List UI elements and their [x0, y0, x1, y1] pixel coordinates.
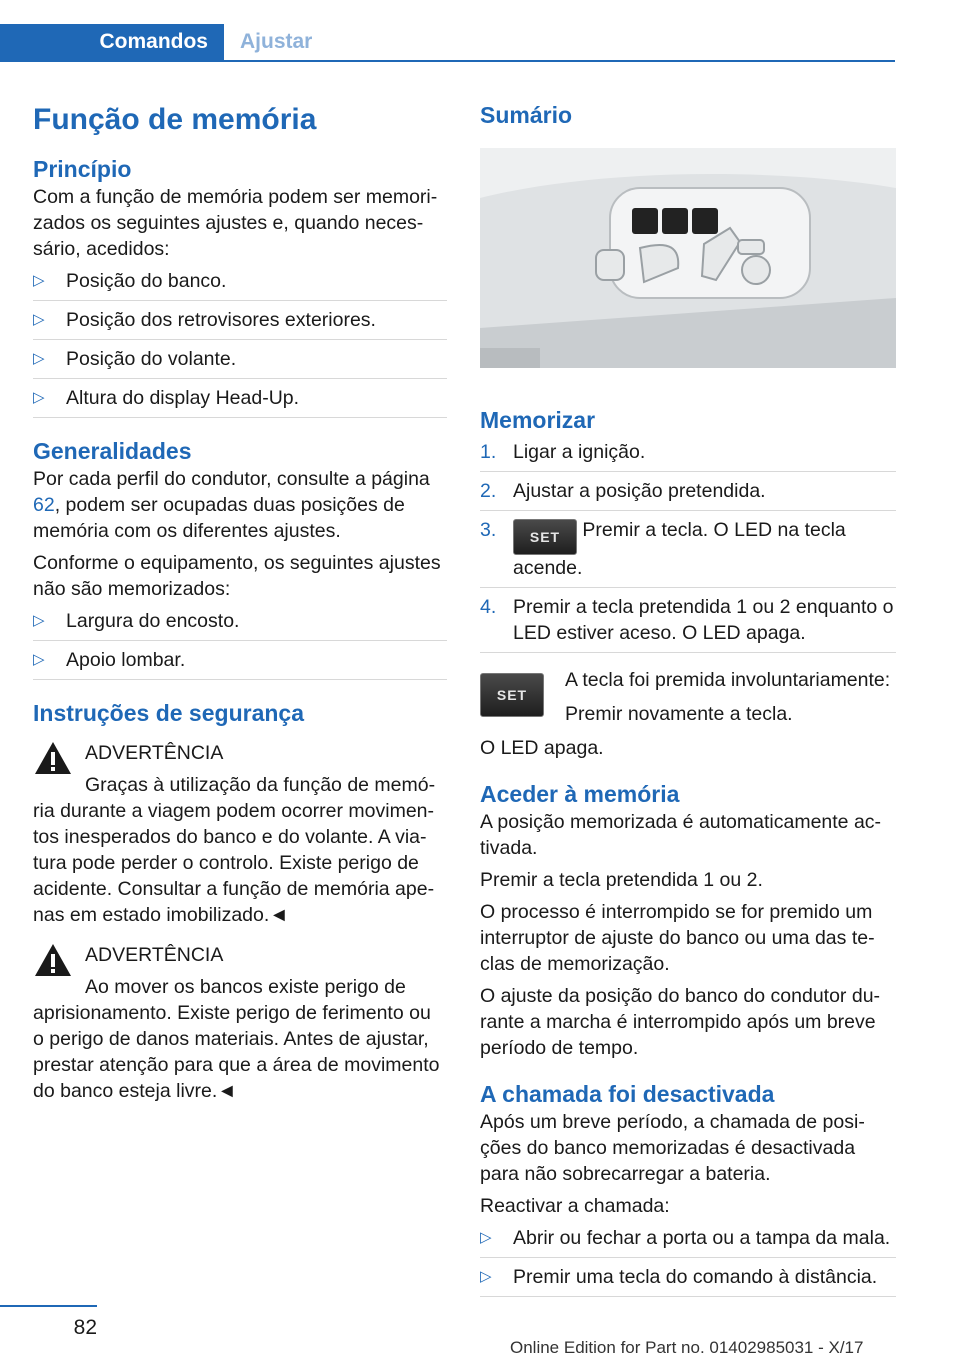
heading-summary: Sumário — [480, 102, 573, 128]
triangle-bullet-icon: ▷ — [33, 612, 45, 629]
led-off-text: O LED apaga. — [480, 737, 604, 759]
warning-title: ADVERTÊNCIA — [85, 742, 224, 764]
list-item: ▷ Posição do volante. — [33, 346, 447, 379]
reactivate-list — [480, 1225, 896, 1297]
heading-memorize: Memorizar — [480, 407, 596, 433]
page-title: Função de memória — [33, 103, 317, 136]
step-item: 3. SET Premir a tecla. O LED na tecla acende. — [480, 517, 896, 588]
note-text: Premir novamente a tecla. — [565, 703, 793, 725]
right-column — [480, 100, 896, 1309]
warning-triangle-icon — [33, 740, 73, 776]
seat-controls-photo — [480, 148, 896, 368]
triangle-bullet-icon: ▷ — [480, 1268, 492, 1285]
left-column — [33, 100, 447, 1118]
step-item: 4. Premir a tecla pretendida 1 ou 2 enquanto o LED estiver aceso. O LED apaga. — [480, 594, 896, 653]
heading-general: Generalidades — [33, 438, 192, 464]
list-item: ▷ Largura do encosto. — [33, 608, 447, 641]
paragraph: A posição memorizada é automaticamente activada. — [480, 811, 882, 859]
triangle-bullet-icon: ▷ — [480, 1229, 492, 1246]
warning-text: Graças à utilização da função de memória durante a viagem podem ocorrer movimentos inesperados do banco e do volante. A viatura pode perder o controlo. Existe perigo de acidente. Consultar a função de memória apenas em estado imobilizado.◄ — [33, 774, 436, 926]
triangle-bullet-icon: ▷ — [33, 389, 45, 406]
warning-block — [33, 740, 447, 928]
memorize-steps — [480, 439, 896, 653]
heading-principle: Princípio — [33, 156, 132, 182]
list-item: ▷ Posição do banco. — [33, 268, 447, 301]
paragraph: O ajuste da posição do banco do condutor durante a marcha é interrompido após um breve período de tempo. — [480, 985, 881, 1059]
warning-title: ADVERTÊNCIA — [85, 944, 224, 966]
principle-list — [33, 268, 447, 418]
heading-safety: Instruções de segurança — [33, 700, 304, 726]
warning-text: Ao mover os bancos existe perigo de aprisionamento. Existe perigo de ferimento ou o perigo de danos materiais. Antes de ajustar, prestar atenção para que a área de movimento do banco esteja livre.◄ — [33, 976, 440, 1102]
page-link[interactable]: 62 — [33, 494, 55, 516]
set-button-icon: SET — [513, 519, 577, 555]
list-item: ▷ Posição dos retrovisores exteriores. — [33, 307, 447, 340]
triangle-bullet-icon: ▷ — [33, 311, 45, 328]
general-paragraph: Por cada perfil do condutor, consulte a página 62, podem ser ocupadas duas posições de memória com os diferentes ajustes. — [33, 468, 430, 542]
triangle-bullet-icon: ▷ — [33, 651, 45, 668]
list-item: ▷ Altura do display Head-Up. — [33, 385, 447, 418]
triangle-bullet-icon: ▷ — [33, 350, 45, 367]
page-number: 82 — [73, 1316, 97, 1339]
general-paragraph-2: Conforme o equipamento, os seguintes ajustes não são memorizados: — [33, 552, 441, 600]
note-block — [480, 667, 896, 727]
heading-deactivated: A chamada foi desactivada — [480, 1081, 775, 1107]
header-tabs — [0, 24, 895, 62]
step-item: 1. Ligar a ignição. — [480, 439, 896, 472]
paragraph: Premir a tecla pretendida 1 ou 2. — [480, 869, 763, 891]
tab-comandos[interactable]: Comandos — [0, 24, 224, 60]
footer-rule — [0, 1305, 97, 1307]
list-item: ▷ Abrir ou fechar a porta ou a tampa da mala. — [480, 1225, 896, 1258]
list-item: ▷ Premir uma tecla do comando à distância. — [480, 1264, 896, 1297]
warning-triangle-icon — [33, 942, 73, 978]
triangle-bullet-icon: ▷ — [33, 272, 45, 289]
step-item: 2. Ajustar a posição pretendida. — [480, 478, 896, 511]
paragraph: O processo é interrompido se for premido um interruptor de ajuste do banco ou uma das teclas de memorização. — [480, 901, 875, 975]
edition-text: Online Edition for Part no. 01402985031 - X/17 — [510, 1338, 864, 1357]
general-list — [33, 608, 447, 680]
note-text: A tecla foi premida involuntariamente: — [565, 669, 891, 691]
tab-ajustar[interactable]: Ajustar — [240, 30, 313, 53]
heading-access: Aceder à memória — [480, 781, 680, 807]
principle-intro: Com a função de memória podem ser memorizados os seguintes ajustes e, quando necessário, acedidos: — [33, 186, 438, 260]
list-item: ▷ Apoio lombar. — [33, 647, 447, 680]
paragraph: Após um breve período, a chamada de posições do banco memorizadas é desactivada para não sobrecarregar a bateria. — [480, 1111, 865, 1185]
set-button-icon: SET — [480, 673, 544, 717]
warning-block — [33, 942, 447, 1104]
paragraph: Reactivar a chamada: — [480, 1195, 670, 1217]
